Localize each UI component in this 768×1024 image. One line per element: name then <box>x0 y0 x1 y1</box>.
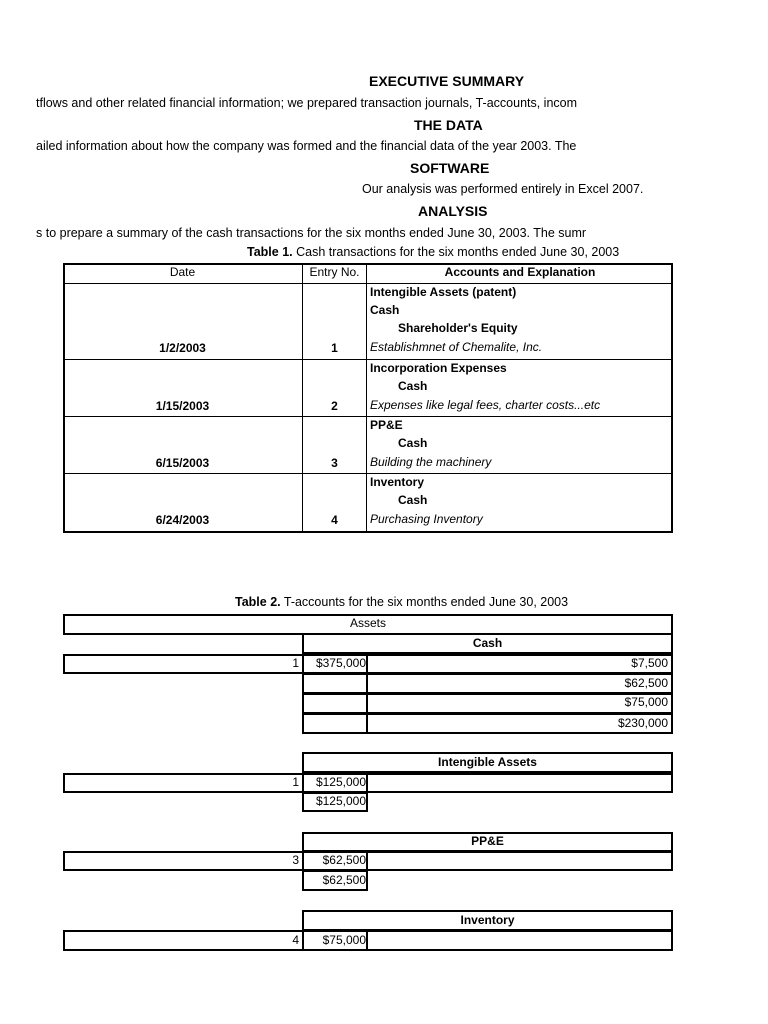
cash-credit: $62,500 <box>624 676 668 690</box>
cash-credit: $7,500 <box>631 656 668 670</box>
heading-analysis: ANALYSIS <box>418 203 488 219</box>
table1-row-divider <box>63 416 673 417</box>
table-row-entry: 1 <box>331 341 338 355</box>
inventory-debit: $75,000 <box>322 933 366 947</box>
table1-col-divider-2 <box>366 263 367 533</box>
ppe-credit-box <box>366 851 673 871</box>
software-text: Our analysis was performed entirely in Excel 2007. <box>362 182 644 196</box>
account-line: Cash <box>370 303 400 317</box>
cash-entry-number: 1 <box>292 656 299 670</box>
intangible-entry-number: 1 <box>292 775 299 789</box>
table-row-date: 1/15/2003 <box>155 399 210 413</box>
cash-debit-box <box>302 693 368 714</box>
ppe-debit: $62,500 <box>322 853 366 867</box>
account-line: Shareholder's Equity <box>398 321 518 335</box>
account-line: Intengible Assets (patent) <box>370 285 517 299</box>
table1-header-divider <box>63 283 673 284</box>
intangible-credit-box <box>366 773 673 793</box>
table1-col-divider-1 <box>302 263 303 533</box>
table1-header-entry: Entry No. <box>309 265 360 279</box>
the-data-text: ailed information about how the company was formed and the financial data of the year 2003. The <box>36 139 577 153</box>
table-row-date: 1/2/2003 <box>159 341 206 355</box>
heading-the-data: THE DATA <box>414 117 483 133</box>
table2-caption-text: T-accounts for the six months ended June 30, 2003 <box>280 595 569 609</box>
table1-caption <box>247 245 619 259</box>
intangible-balance: $125,000 <box>315 794 366 808</box>
inventory-credit-box <box>366 930 673 951</box>
table-row-date: 6/24/2003 <box>155 513 210 527</box>
inventory-entry-number: 4 <box>292 933 299 947</box>
cash-debit-box <box>302 673 368 694</box>
account-line: Cash <box>398 493 428 507</box>
heading-executive-summary: EXECUTIVE SUMMARY <box>369 73 525 89</box>
account-explanation: Expenses like legal fees, charter costs...etc <box>370 398 601 412</box>
account-line: Cash <box>398 379 428 393</box>
table1-caption-text: Cash transactions for the six months ended June 30, 2003 <box>292 245 620 259</box>
table-row-date: 6/15/2003 <box>155 456 210 470</box>
cash-title: Cash <box>472 636 503 650</box>
table-row-entry: 3 <box>331 456 338 470</box>
intangible-title: Intengible Assets <box>438 755 537 769</box>
table1-row-divider <box>63 473 673 474</box>
account-line: Incorporation Expenses <box>370 361 507 375</box>
table2-caption <box>235 595 568 609</box>
cash-credit: $75,000 <box>624 695 668 709</box>
cash-credit: $230,000 <box>617 716 668 730</box>
inventory-title: Inventory <box>460 913 515 927</box>
account-explanation: Establishmnet of Chemalite, Inc. <box>370 340 543 354</box>
table-row-entry: 4 <box>331 513 338 527</box>
account-line: Inventory <box>370 475 425 489</box>
table-row-entry: 2 <box>331 399 338 413</box>
table1-header-accounts: Accounts and Explanation <box>444 265 596 279</box>
ppe-title: PP&E <box>471 834 504 848</box>
analysis-text: s to prepare a summary of the cash transactions for the six months ended June 30, 2003. The sumr <box>36 226 587 240</box>
intangible-debit: $125,000 <box>315 775 366 789</box>
ppe-entry-number: 3 <box>292 853 299 867</box>
heading-software: SOFTWARE <box>410 160 490 176</box>
account-line: Cash <box>398 436 428 450</box>
account-explanation: Purchasing Inventory <box>370 512 483 526</box>
table1-header-date: Date <box>169 265 196 279</box>
executive-summary-text: tflows and other related financial information; we prepared transaction journals, T-accounts, incom <box>36 96 578 110</box>
account-explanation: Building the machinery <box>370 455 492 469</box>
cash-debit-box <box>302 713 368 734</box>
account-line: PP&E <box>370 418 403 432</box>
cash-debit: $375,000 <box>315 656 366 670</box>
table2-caption-label: Table 2. <box>235 595 281 609</box>
assets-label: Assets <box>349 616 386 630</box>
ppe-balance: $62,500 <box>322 873 366 887</box>
table1-caption-label: Table 1. <box>247 245 293 259</box>
table1-row-divider <box>63 359 673 360</box>
